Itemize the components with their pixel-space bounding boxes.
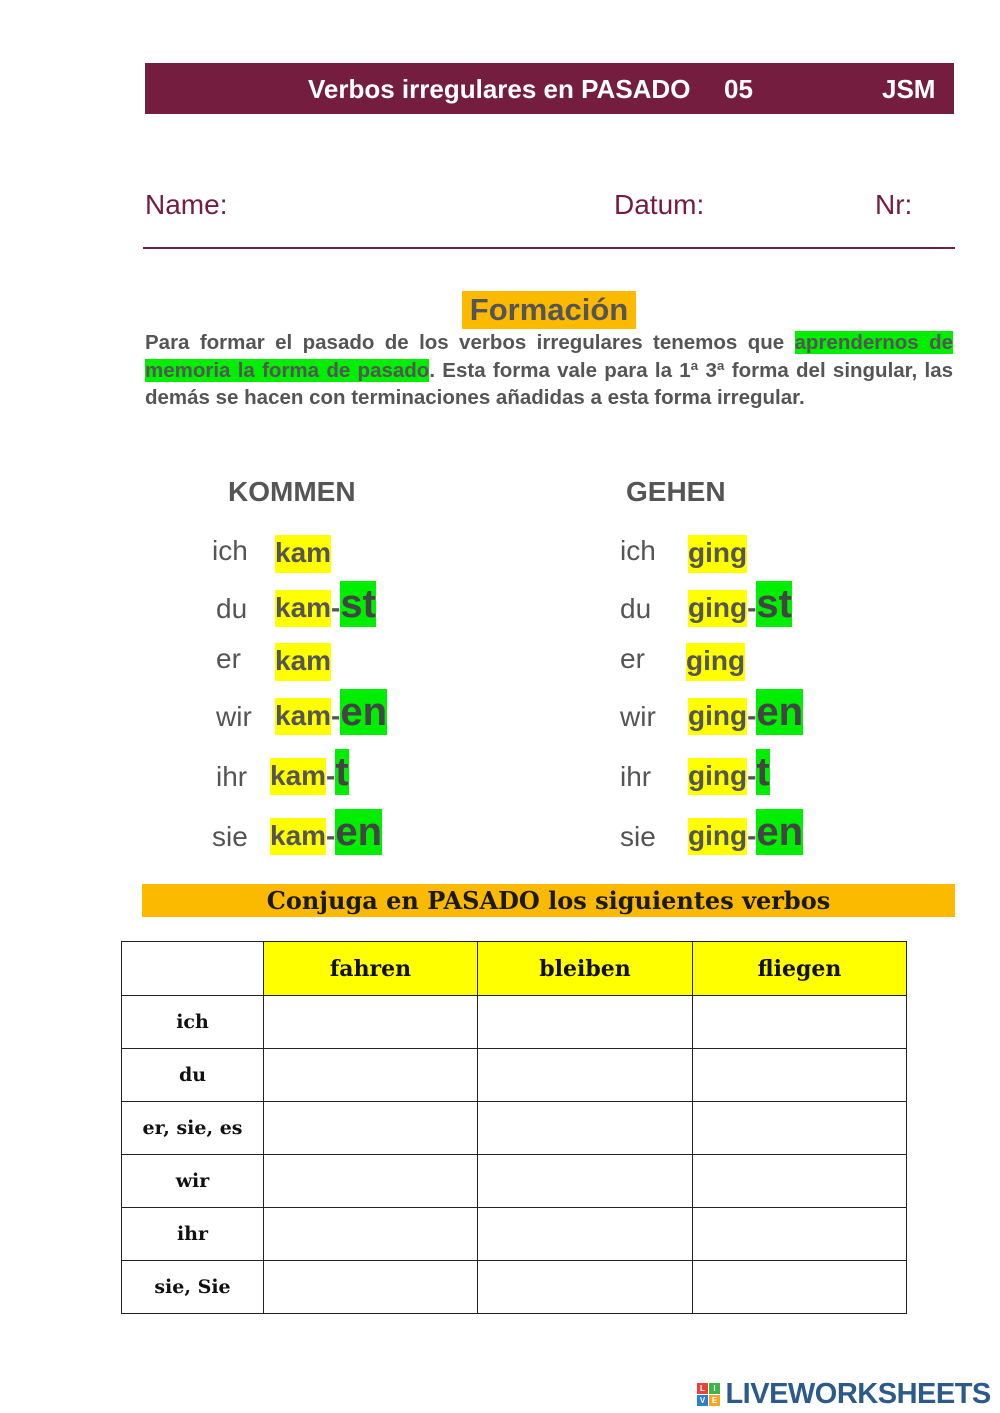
answer-cell[interactable] [264,1208,478,1261]
ending: st [756,582,792,626]
formacion-text-part2: . Esta forma vale para la 1ª 3ª forma del singular, las demás se hacen con terminaciones añadidas a esta forma irregular. [145,358,953,409]
header-bar [145,63,954,114]
answer-cell[interactable] [693,1049,907,1102]
dash: - [326,760,336,791]
table-header-row [122,942,907,996]
dash: - [747,700,757,731]
stem: ging [688,590,747,627]
kommen-title: KOMMEN [228,476,356,507]
dash: - [326,820,336,851]
stem: ging [688,535,747,573]
pronoun: er [216,643,241,674]
ending: en [340,690,388,734]
worksheet-title: Verbos irregulares en PASADO [308,74,691,104]
answer-cell[interactable] [478,1155,693,1208]
ending: t [335,750,349,794]
stem: ging [688,758,747,795]
stem: kam [275,698,331,735]
dash: - [747,592,757,623]
date-label: Datum: [614,189,705,220]
ending: en [756,810,804,854]
pronoun: wir [620,701,656,732]
row-pronoun: wir [122,1155,264,1208]
number-label: Nr: [875,189,913,220]
formacion-text-highlight: aprendernos de memoria la forma de pasado [145,331,954,382]
exercise-title: Conjuga en PASADO los siguientes verbos [142,884,955,917]
name-underline [143,247,955,249]
header-blank-cell [122,942,264,996]
dash: - [747,760,757,791]
dash: - [747,820,757,851]
row-pronoun: du [122,1049,264,1102]
answer-cell[interactable] [264,1102,478,1155]
liveworksheets-logo-text: LIVEWORKSHEETS [725,1378,991,1410]
stem: ging [688,698,747,735]
pronoun: du [620,593,652,624]
pronoun: ihr [620,761,652,792]
gehen-title: GEHEN [626,476,726,507]
stem: kam [275,590,331,627]
stem: ging [686,643,745,681]
answer-cell[interactable] [478,1261,693,1314]
row-pronoun: sie, Sie [122,1261,264,1314]
formacion-text [145,329,953,412]
answer-cell[interactable] [478,996,693,1049]
liveworksheets-logo-icon: L I V E [697,1383,721,1407]
dash: - [331,592,341,623]
formacion-title: Formación [462,291,636,329]
pronoun: sie [620,821,656,852]
dash: - [331,700,341,731]
worksheet-number: 05 [724,74,753,104]
row-pronoun: er, sie, es [122,1102,264,1155]
answer-cell[interactable] [264,1261,478,1314]
table-row [122,1155,907,1208]
answer-cell[interactable] [693,1155,907,1208]
answer-cell[interactable] [693,996,907,1049]
liveworksheets-logo[interactable] [697,1378,991,1408]
ending: en [335,810,383,854]
ending: en [756,690,804,734]
pronoun: ich [212,535,248,566]
pronoun: wir [216,701,252,732]
ending: t [756,750,770,794]
pronoun: sie [212,821,248,852]
pronoun: er [620,643,645,674]
column-header-fliegen: fliegen [693,942,907,996]
table-row [122,1102,907,1155]
stem: kam [270,818,326,855]
name-label: Name: [145,189,228,220]
column-header-bleiben: bleiben [478,942,693,996]
row-pronoun: ich [122,996,264,1049]
ending: st [340,582,376,626]
pronoun: du [216,593,248,624]
stem: kam [270,758,326,795]
stem: kam [275,643,331,681]
table-row [122,1261,907,1314]
answer-cell[interactable] [478,1049,693,1102]
exercise-table [121,941,907,1314]
answer-cell[interactable] [264,1049,478,1102]
pronoun: ihr [216,761,248,792]
answer-cell[interactable] [264,1155,478,1208]
formacion-text-part1: Para formar el pasado de los verbos irregulares tenemos que [145,331,795,354]
answer-cell[interactable] [693,1102,907,1155]
table-row [122,1208,907,1261]
answer-cell[interactable] [478,1208,693,1261]
worksheet-author: JSM [882,74,936,104]
answer-cell[interactable] [693,1208,907,1261]
stem: kam [275,535,331,573]
table-row [122,1049,907,1102]
answer-cell[interactable] [264,996,478,1049]
row-pronoun: ihr [122,1208,264,1261]
pronoun: ich [620,535,656,566]
stem: ging [688,818,747,855]
answer-cell[interactable] [478,1102,693,1155]
table-row [122,996,907,1049]
answer-cell[interactable] [693,1261,907,1314]
column-header-fahren: fahren [264,942,478,996]
